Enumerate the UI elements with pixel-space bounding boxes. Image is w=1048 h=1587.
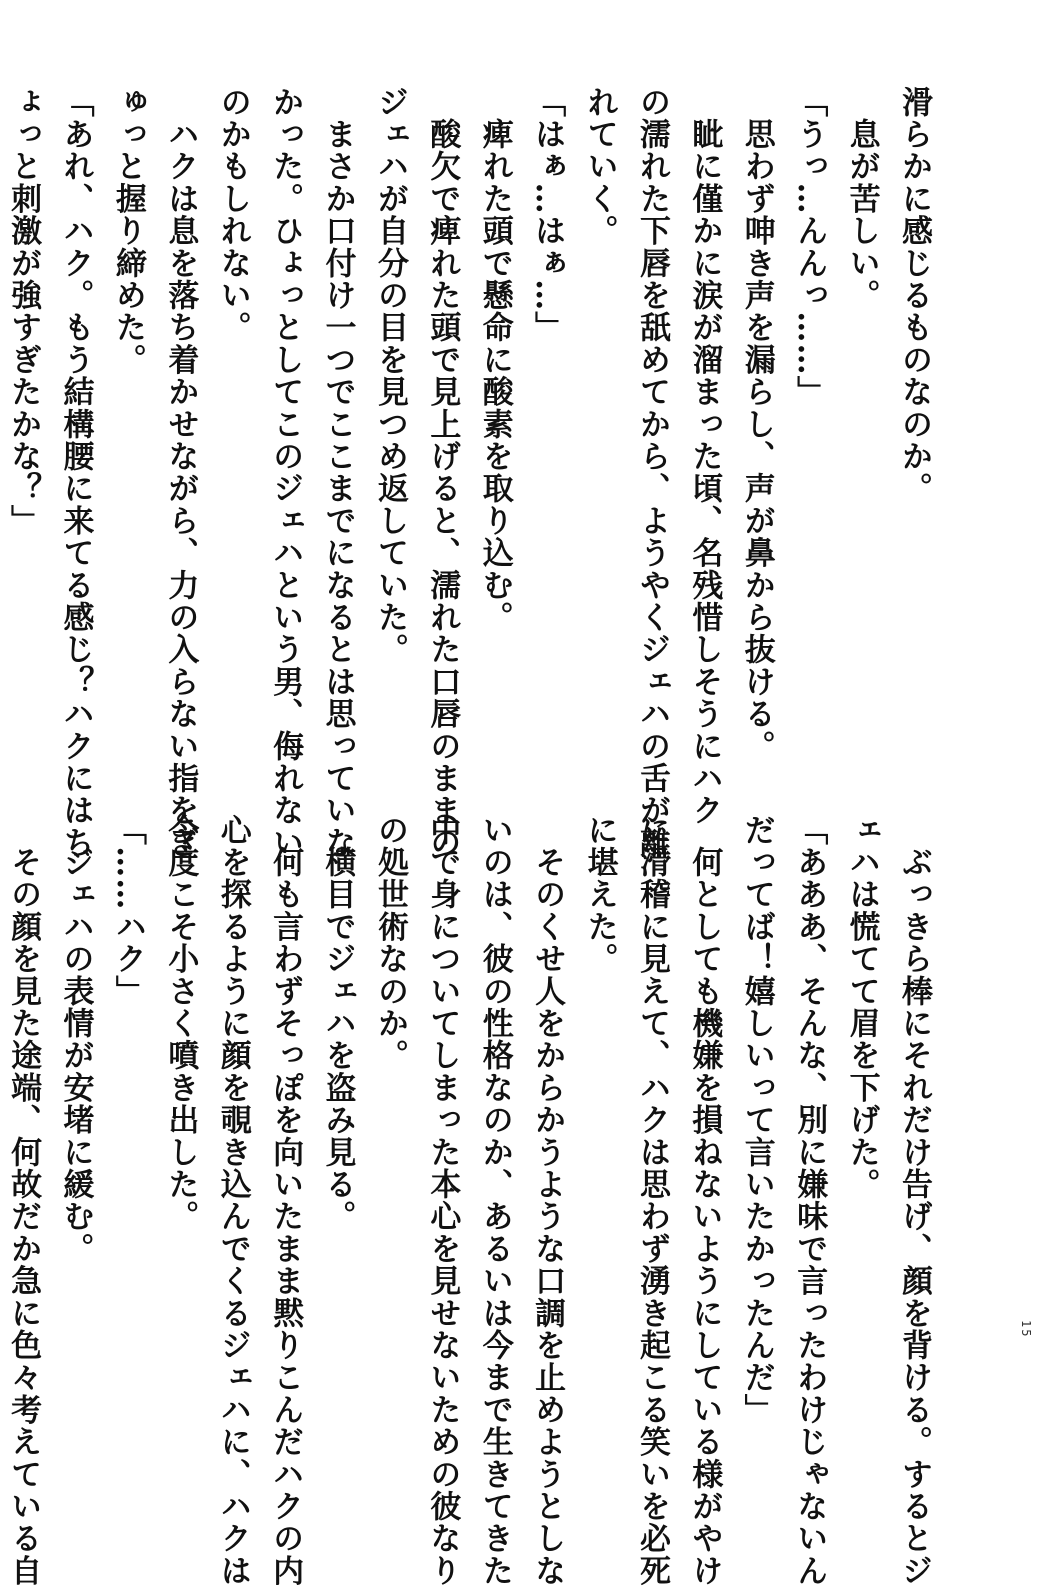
- text-line: れていく。: [581, 86, 618, 247]
- text-line: 今度こそ小さく噴き出した。: [162, 814, 199, 1233]
- text-line: 思わず呻き声を漏らし、声が鼻から抜ける。: [738, 86, 775, 763]
- top-text-block: [0, 86, 940, 859]
- text-line: 「……ハク」: [109, 814, 146, 1008]
- text-line: ゅっと握り締めた。: [109, 86, 146, 376]
- text-line: 痺れた頭で懸命に酸素を取り込む。: [476, 86, 513, 634]
- bottom-text-block: [0, 814, 940, 1587]
- text-line: に滑稽に見えて、ハクは思わず湧き起こる笑いを必死: [633, 814, 670, 1587]
- text-line: の処世術なのか。: [371, 814, 408, 1072]
- text-line: 「あああ、そんな、別に嫌味で言ったわけじゃないん: [791, 814, 828, 1587]
- text-line: まさか口付け一つでここまでになるとは思っていな: [319, 86, 356, 859]
- text-line: 眦に僅かに涙が溜まった頃、名残惜しそうにハク: [686, 86, 723, 827]
- text-line: 滑らかに感じるものなのか。: [896, 86, 932, 505]
- text-line: 心を探るように顔を覗き込んでくるジェハに、ハクは: [214, 814, 251, 1587]
- text-line: かった。ひょっとしてこのジェハという男、侮れない: [267, 86, 304, 859]
- text-line: だってば！嬉しいって言いたかったんだ」: [738, 814, 775, 1426]
- text-line: いのは、彼の性格なのか、あるいは今まで生きてきた: [476, 814, 513, 1587]
- text-line: 横目でジェハを盗み見る。: [319, 814, 356, 1233]
- text-line: そのくせ人をからかうような口調を止めようとしな: [529, 814, 566, 1587]
- text-line: 「はぁ…はぁ…」: [529, 86, 566, 344]
- text-line: のかもしれない。: [214, 86, 251, 344]
- text-line: に堪えた。: [581, 814, 618, 975]
- text-line: ぶっきら棒にそれだけ告げ、顔を背ける。するとジ: [896, 814, 932, 1587]
- text-line: 中で身についてしまった本心を見せないための彼なり: [424, 814, 461, 1587]
- text-line: ェハは慌てて眉を下げた。: [843, 814, 880, 1201]
- text-line: 何としても機嫌を損ねないようにしている様がやけ: [686, 814, 723, 1587]
- text-line: その顔を見た途端、何故だか急に色々考えている自: [5, 814, 42, 1587]
- text-line: ジェハの表情が安堵に緩む。: [57, 814, 94, 1265]
- text-line: ハクは息を落ち着かせながら、力の入らない指をぎ: [162, 86, 199, 859]
- page-number: 15: [1019, 1320, 1033, 1339]
- text-line: 酸欠で痺れた頭で見上げると、濡れた口唇のままの: [424, 86, 461, 859]
- text-line: 「うっ…んんっ……」: [791, 86, 828, 408]
- text-line: ょっと刺激が強すぎたかな？」: [5, 86, 42, 537]
- text-line: 息が苦しい。: [843, 86, 880, 312]
- text-line: 「あれ、ハク。もう結構腰に来てる感じ？ハクにはち: [57, 86, 94, 859]
- text-line: ジェハが自分の目を見つめ返していた。: [371, 86, 408, 666]
- text-line: 何も言わずそっぽを向いたまま黙りこんだハクの内: [267, 814, 304, 1587]
- text-line: の濡れた下唇を舐めてから、ようやくジェハの舌が離: [633, 86, 670, 859]
